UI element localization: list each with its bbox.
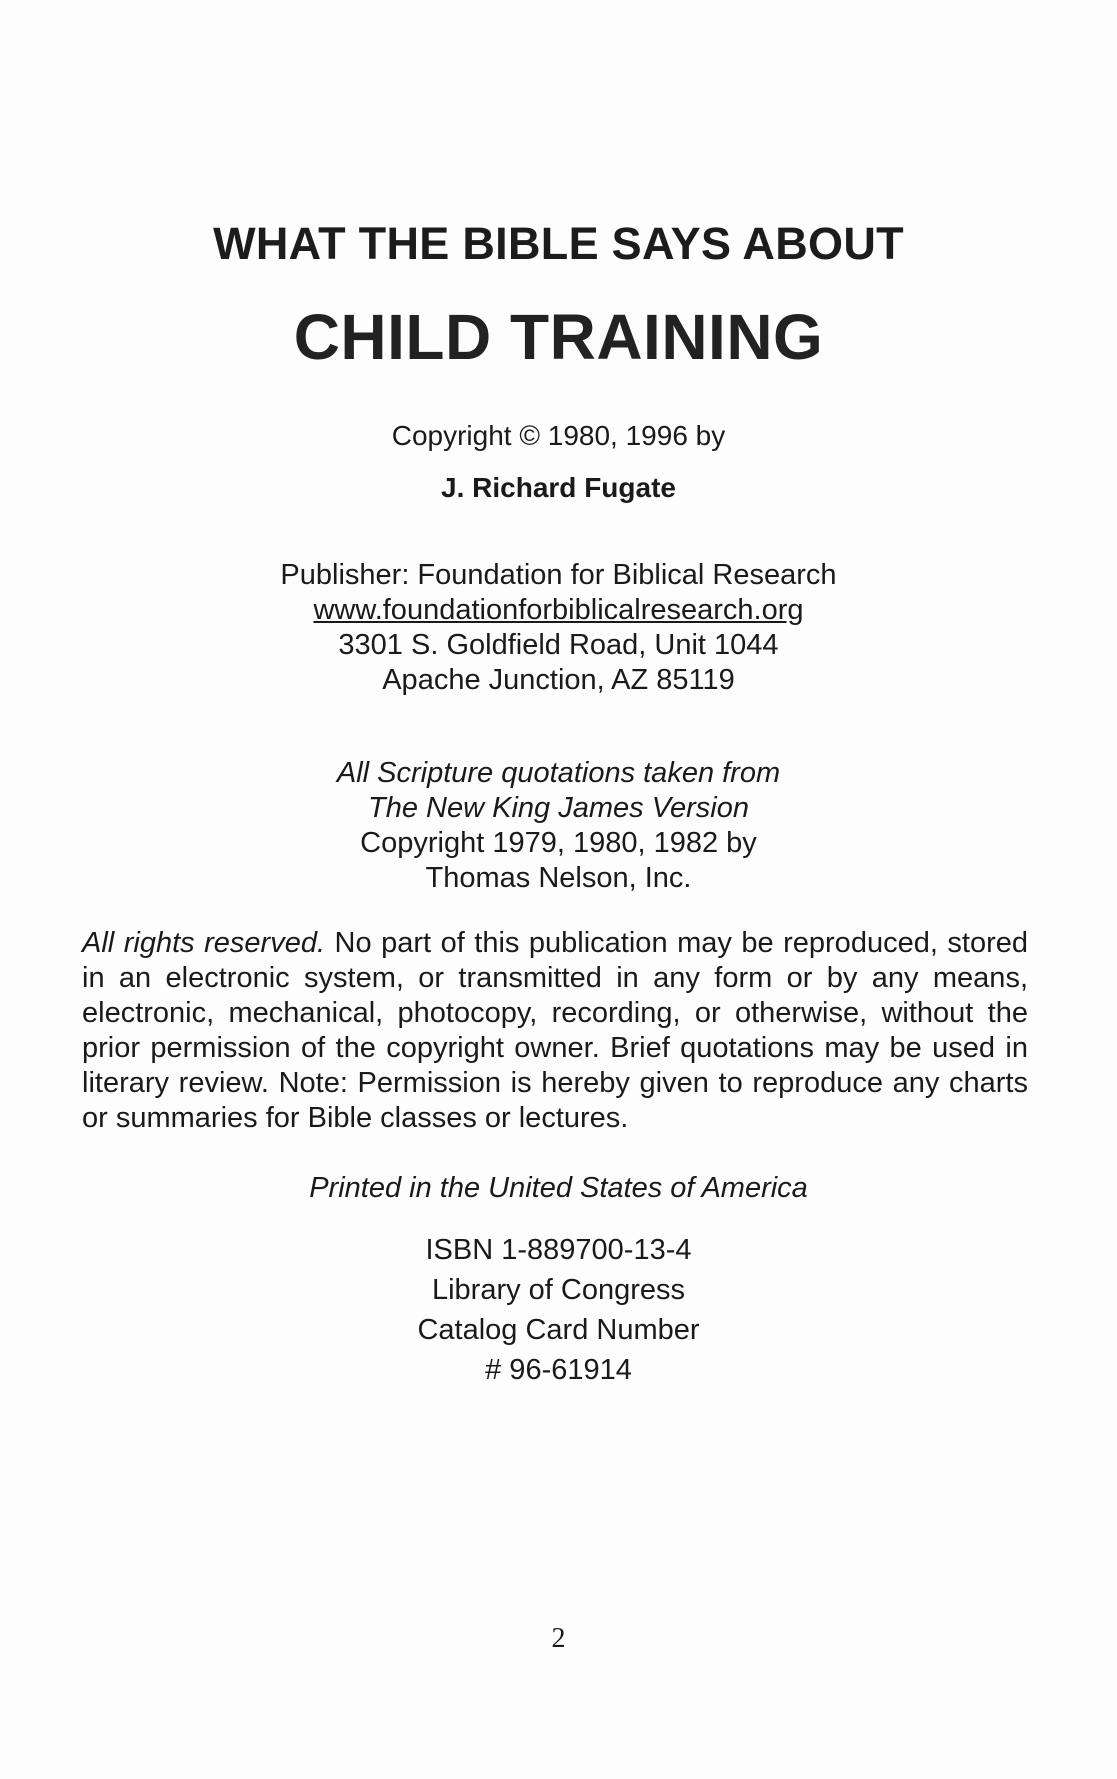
author-name: J. Richard Fugate	[441, 472, 676, 503]
publisher-address-2: Apache Junction, AZ 85119	[382, 664, 735, 696]
printed-in: Printed in the United States of America	[309, 1172, 808, 1204]
catalog-line-2: Library of Congress	[431, 1274, 686, 1306]
scripture-line-3: Copyright 1979, 1980, 1982 by	[360, 827, 757, 859]
catalog-line-3: Catalog Card Number	[417, 1314, 700, 1346]
scripture-notice	[0, 756, 1117, 896]
rights-paragraph	[82, 926, 1028, 1136]
page-number: 2	[551, 1623, 566, 1654]
publisher-name: Publisher: Foundation for Biblical Research	[280, 559, 837, 591]
title-line-2: CHILD TRAINING	[293, 301, 824, 373]
rights-body: No part of this publication may be reproduced, stored in an electronic system, or transmitted in any form or by any means, electronic, mechanical, photocopy, recording, or otherwise, without the prior permission of the copyright owner. Brief quotations may be used in literary review. Note: Permission is hereby given to reproduce any charts or summaries for Bible classes or lectures.	[82, 927, 1028, 1134]
isbn: ISBN 1-889700-13-4	[425, 1234, 692, 1266]
publisher-url: www.foundationforbiblicalresearch.org	[313, 594, 804, 626]
rights-lead: All rights reserved.	[82, 927, 326, 959]
title-line-1: WHAT THE BIBLE SAYS ABOUT	[213, 218, 904, 269]
scripture-line-2: The New King James Version	[368, 792, 749, 824]
catalog-number: # 96-61914	[485, 1354, 632, 1386]
publisher-block	[0, 558, 1117, 698]
scripture-line-1: All Scripture quotations taken from	[336, 757, 781, 789]
catalog-block	[0, 1230, 1117, 1390]
copyright-line: Copyright © 1980, 1996 by	[391, 420, 726, 451]
scripture-line-4: Thomas Nelson, Inc.	[425, 862, 692, 894]
publisher-address-1: 3301 S. Goldfield Road, Unit 1044	[338, 629, 779, 661]
